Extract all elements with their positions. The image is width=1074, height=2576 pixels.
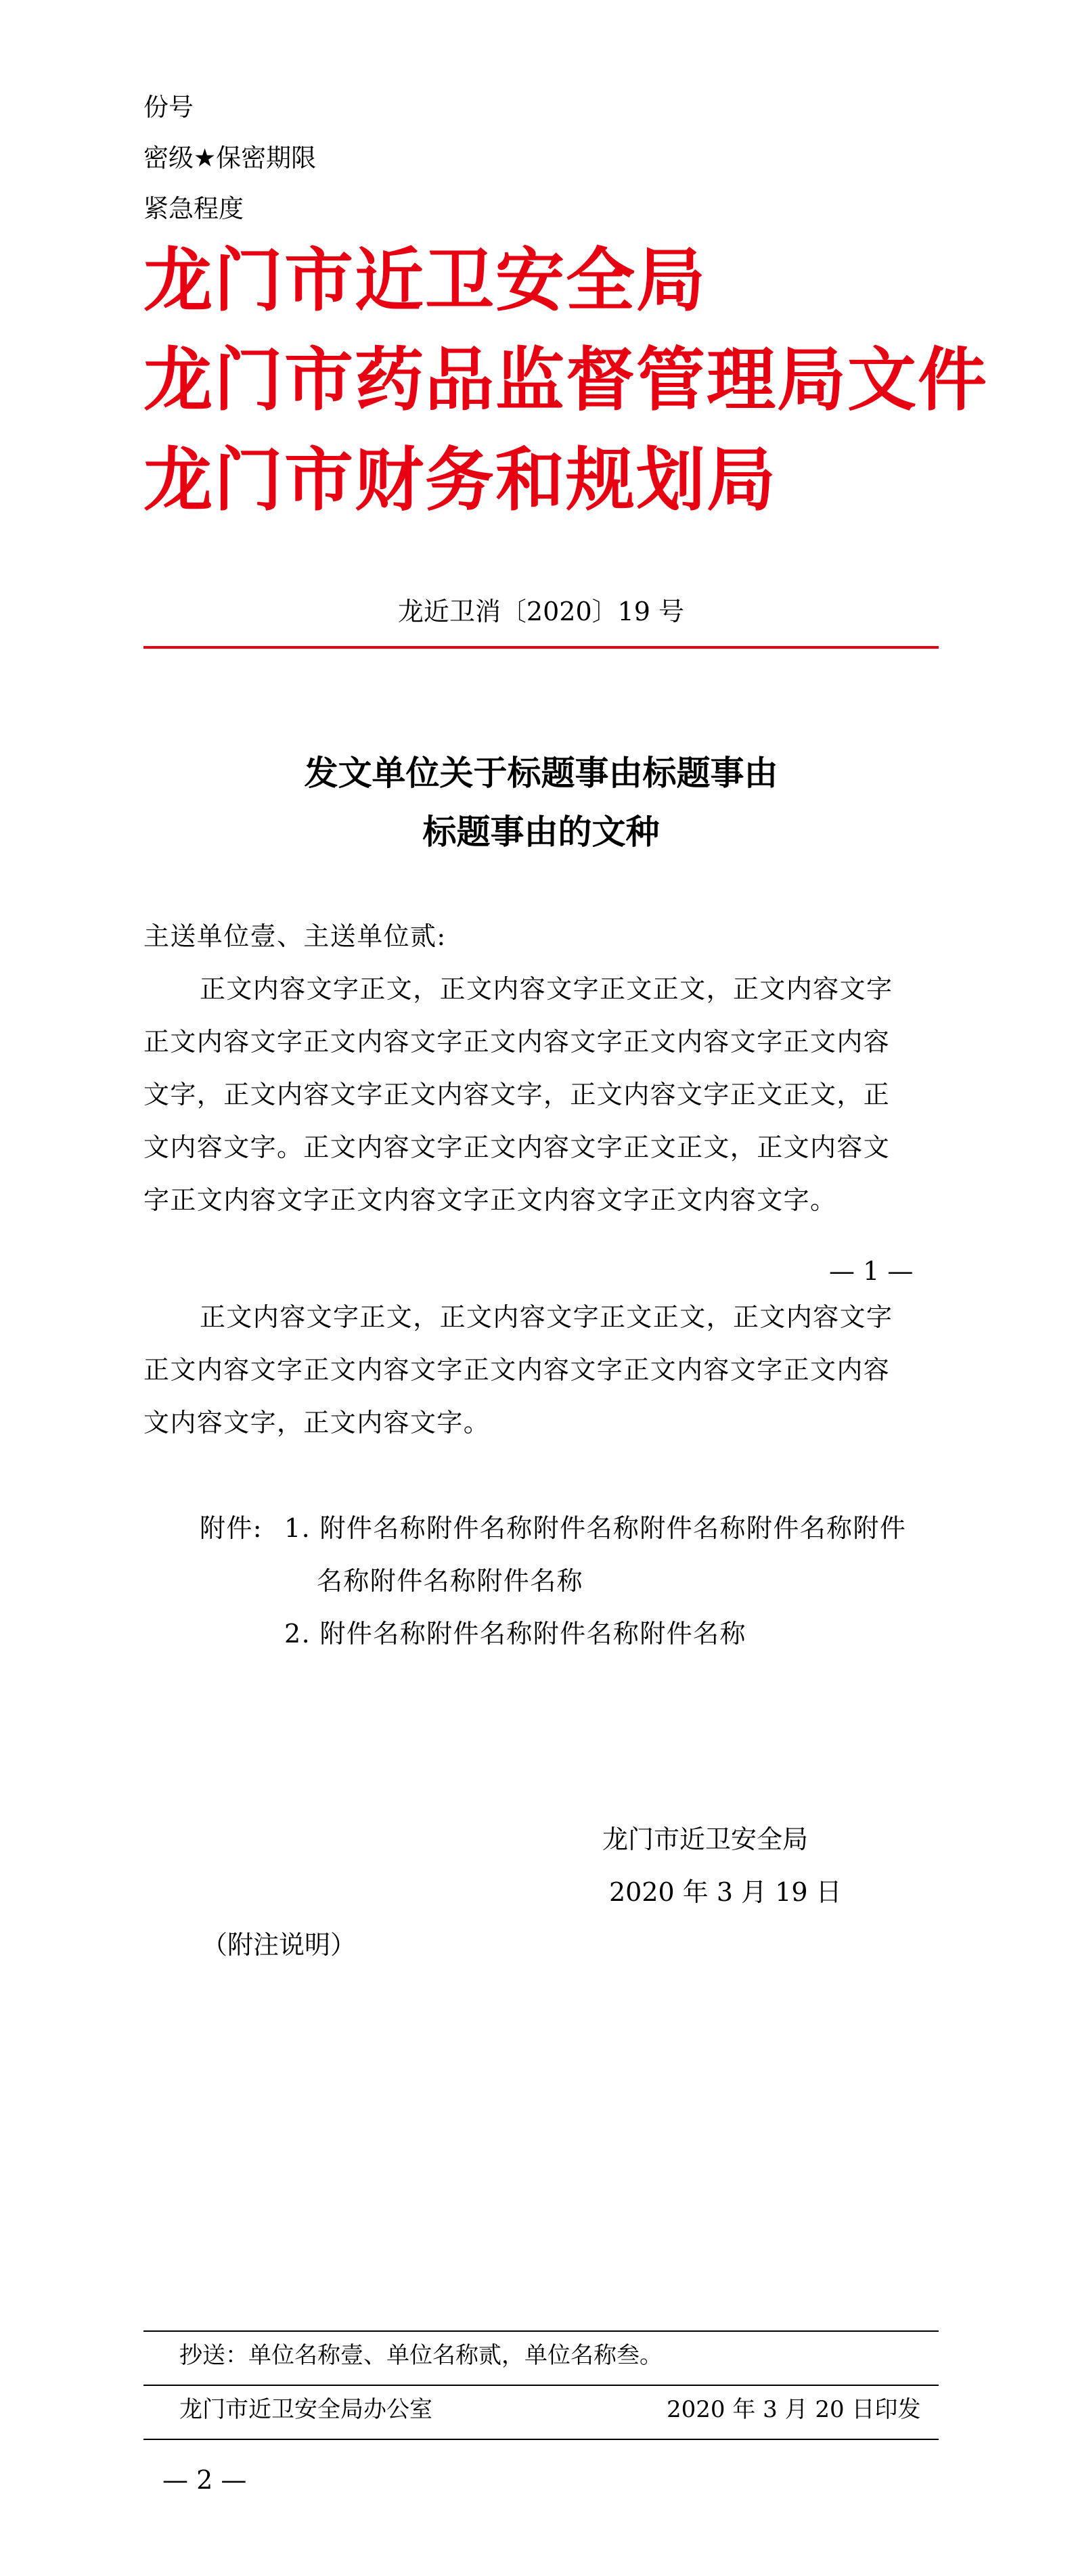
body-line: 字正文内容文字正文内容文字正文内容文字正文内容文字。 (143, 1185, 837, 1215)
body-line: 文内容文字。正文内容文字正文内容文字正文正文，正文内容文 (143, 1132, 891, 1162)
cc-list: 抄送：单位名称壹、单位名称贰，单位名称叁。 (179, 2342, 663, 2369)
footer-rule-top (143, 2330, 939, 2332)
issuer-line-1: 龙门市近卫安全局 (143, 241, 707, 321)
page-number-2: — 2 — (162, 2465, 247, 2495)
document-number: 龙近卫消〔2020〕19 号 (397, 597, 685, 626)
red-divider (143, 646, 939, 649)
footer-rule-middle (143, 2385, 939, 2386)
doc-title-line-1: 发文单位关于标题事由标题事由 (304, 753, 778, 793)
signing-date: 2020 年 3 月 19 日 (609, 1877, 842, 1907)
issuing-office: 龙门市近卫安全局办公室 (179, 2396, 432, 2423)
doc-title-line-2: 标题事由的文种 (422, 812, 660, 852)
urgency-level: 紧急程度 (143, 194, 244, 223)
footer-rule-bottom (143, 2439, 939, 2440)
body-line: 正文内容文字正文，正文内容文字正文正文，正文内容文字 (200, 974, 893, 1004)
body-line: 文内容文字，正文内容文字。 (143, 1408, 491, 1438)
signing-organization: 龙门市近卫安全局 (602, 1824, 809, 1854)
issuer-line-2: 龙门市药品监督管理局文件 (143, 340, 988, 421)
page-number-1: — 1 — (829, 1256, 914, 1286)
copy-number: 份号 (143, 93, 194, 122)
body-line: 正文内容文字正文内容文字正文内容文字正文内容文字正文内容 (143, 1027, 891, 1057)
body-line: 文字，正文内容文字正文内容文字，正文内容文字正文正文，正 (143, 1080, 891, 1109)
annotation-note: （附注说明） (202, 1930, 357, 1960)
attachment-item-1: 1. 附件名称附件名称附件名称附件名称附件名称附件 (284, 1513, 907, 1543)
body-line: 正文内容文字正文，正文内容文字正文正文，正文内容文字 (200, 1302, 893, 1332)
issuer-line-3: 龙门市财务和规划局 (143, 440, 777, 521)
attachment-item-1-cont: 名称附件名称附件名称 (317, 1566, 584, 1596)
body-line: 正文内容文字正文内容文字正文内容文字正文内容文字正文内容 (143, 1355, 891, 1385)
recipients: 主送单位壹、主送单位贰: (143, 921, 447, 951)
attachments-label: 附件: (200, 1513, 263, 1543)
print-date: 2020 年 3 月 20 日印发 (667, 2396, 921, 2423)
attachment-item-2: 2. 附件名称附件名称附件名称附件名称 (284, 1619, 746, 1649)
secret-level: 密级★保密期限 (143, 143, 317, 172)
